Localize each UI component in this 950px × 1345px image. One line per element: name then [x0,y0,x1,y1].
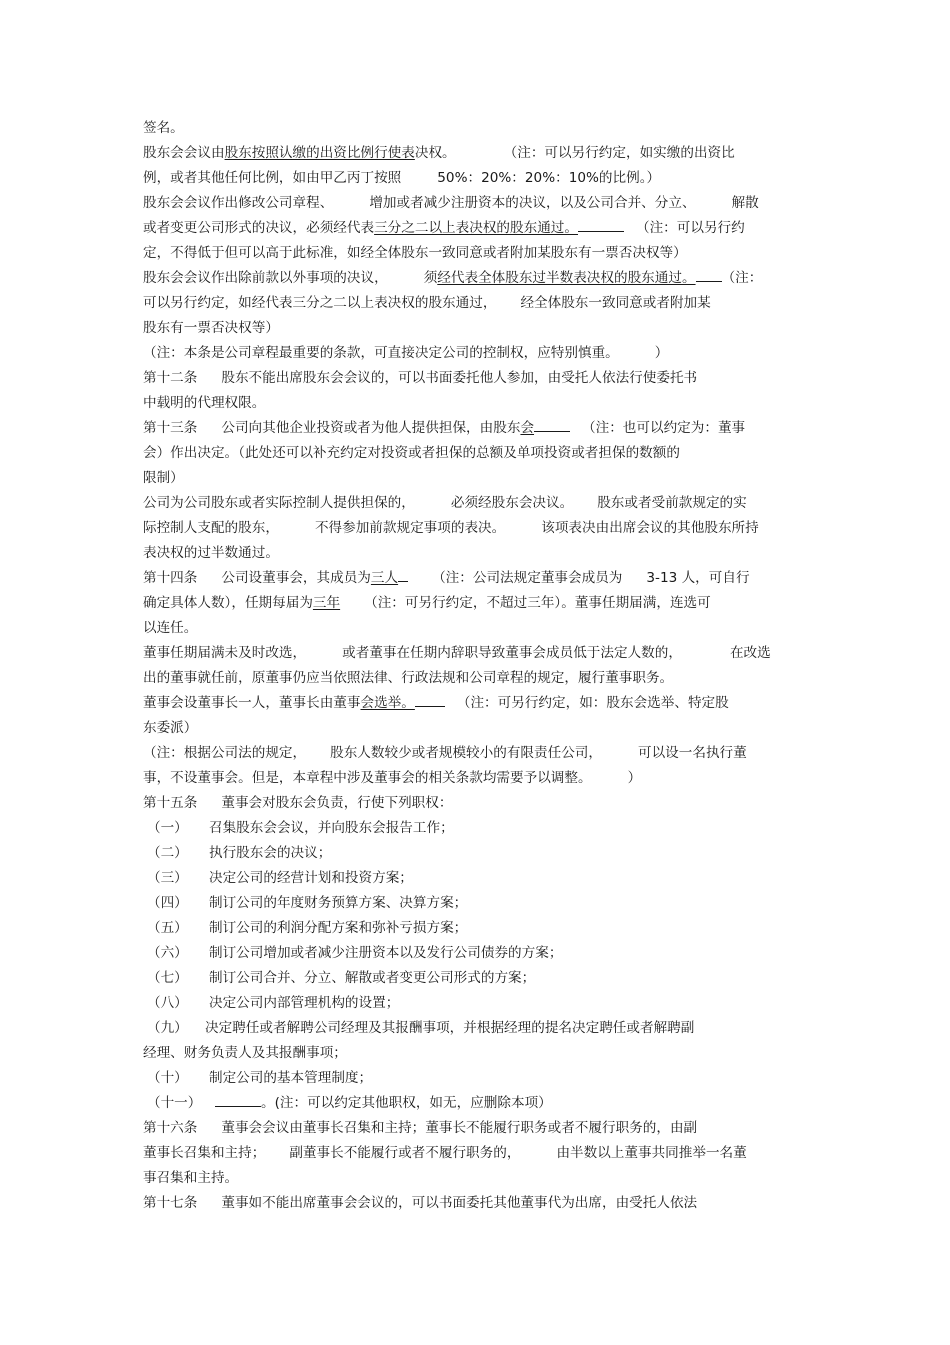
list-item: （九） 决定聘任或者解聘公司经理及其报酬事项，并根据经理的提名决定聘任或者解聘副 [147,1020,695,1036]
text-line: 董事会设董事长一人，董事长由董事会选举。 （注：可另行约定，如：股东会选举、特定股 [143,691,805,716]
text-line: 表决权的过半数通过。 [143,545,279,561]
list-item: （六） 制订公司增加或者减少注册资本以及发行公司债券的方案； [147,945,563,961]
list-item: （八） 决定公司内部管理机构的设置； [147,995,400,1011]
article-15: 第十五条 董事会对股东会负责，行使下列职权： [143,795,453,811]
text-line: 例，或者其他任何比例，如由甲乙丙丁按照 50%：20%：20%：10%的比例。） [143,170,661,186]
text-line: 经理、财务负责人及其报酬事项； [143,1045,347,1061]
text-line: 确定具体人数），任期每届为三年 （注：可另行约定，不超过三年）。董事任期届满，连选可 [143,595,711,611]
article-14: 第十四条 公司设董事会，其成员为三人 （注：公司法规定董事会成员为 3-13 人，可自行 [143,566,805,591]
text-line: 出的董事就任前，原董事仍应当依照法律、行政法规和公司章程的规定，履行董事职务。 [143,670,674,686]
text-line: 限制） [143,470,184,486]
list-item: （二） 执行股东会的决议； [147,845,332,861]
article-12: 第十二条 股东不能出席股东会会议的，可以书面委托他人参加，由受托人依法行使委托书 [143,370,698,386]
text-line: 股东会会议作出除前款以外事项的决议， 须经代表全体股东过半数表决权的股东通过。 （注： [143,266,805,291]
text-line: 事召集和主持。 [143,1170,239,1186]
list-item: （四） 制订公司的年度财务预算方案、决算方案； [147,895,468,911]
list-item: （一） 召集股东会会议，并向股东会报告工作； [147,820,454,836]
text-line: 际控制人支配的股东， 不得参加前款规定事项的表决。 该项表决由出席会议的其他股东所持 [143,520,759,536]
text-line: 公司为公司股东或者实际控制人提供担保的， 必须经股东会决议。 股东或者受前款规定的实 [143,495,747,511]
note-line: （注：根据公司法的规定， 股东人数较少或者规模较小的有限责任公司， 可以设一名执行董 [143,745,747,761]
text-line: 股东会会议作出修改公司章程、 增加或者减少注册资本的决议，以及公司合并、分立、 解散 [143,195,759,211]
list-item: （七） 制订公司合并、分立、解散或者变更公司形式的方案； [147,970,536,986]
text-line: 会）作出决定。（此处还可以补充约定对投资或者担保的总额及单项投资或者担保的数额的 [143,445,680,461]
text-line: 股东有一票否决权等） [143,320,279,336]
text-line: 中载明的代理权限。 [143,395,266,411]
article-16: 第十六条 董事会会议由董事长召集和主持；董事长不能履行职务或者不履行职务的，由副 [143,1120,698,1136]
list-item: （十一） 。(注：可以约定其他职权，如无，应删除本项） [143,1091,805,1116]
text-line: 东委派） [143,720,198,736]
list-item: （十） 制定公司的基本管理制度； [147,1070,373,1086]
text-line: 股东会会议由股东按照认缴的出资比例行使表决权。 （注：可以另行约定，如实缴的出资比 [143,145,735,161]
document-page [143,116,805,1216]
text-line: 董事长召集和主持； 副董事长不能履行或者不履行职务的， 由半数以上董事共同推举一名董 [143,1145,747,1161]
text-line: 可以另行约定，如经代表三分之二以上表决权的股东通过， 经全体股东一致同意或者附加某 [143,295,711,311]
text-line: 董事任期届满未及时改选， 或者董事在任期内辞职导致董事会成员低于法定人数的， 在改选 [143,645,771,661]
text-line: 定，不得低于但可以高于此标准，如经全体股东一致同意或者附加某股东有一票否决权等） [143,245,687,261]
note-line: （注：本条是公司章程最重要的条款，可直接决定公司的控制权，应特别慎重。 ） [143,345,669,361]
text-line: 以连任。 [143,620,198,636]
article-13: 第十三条 公司向其他企业投资或者为他人提供担保，由股东会 （注：也可以约定为：董事 [143,416,805,441]
article-17: 第十七条 董事如不能出席董事会会议的，可以书面委托其他董事代为出席，由受托人依法 [143,1195,698,1211]
list-item: （五） 制订公司的利润分配方案和弥补亏损方案； [147,920,468,936]
list-item: （三） 决定公司的经营计划和投资方案； [147,870,413,886]
text-line: 签名。 [143,120,184,136]
text-line: 或者变更公司形式的决议，必须经代表三分之二以上表决权的股东通过。 （注：可以另行约 [143,216,805,241]
text-line: 事，不设董事会。但是，本章程中涉及董事会的相关条款均需要予以调整。 ） [143,770,642,786]
